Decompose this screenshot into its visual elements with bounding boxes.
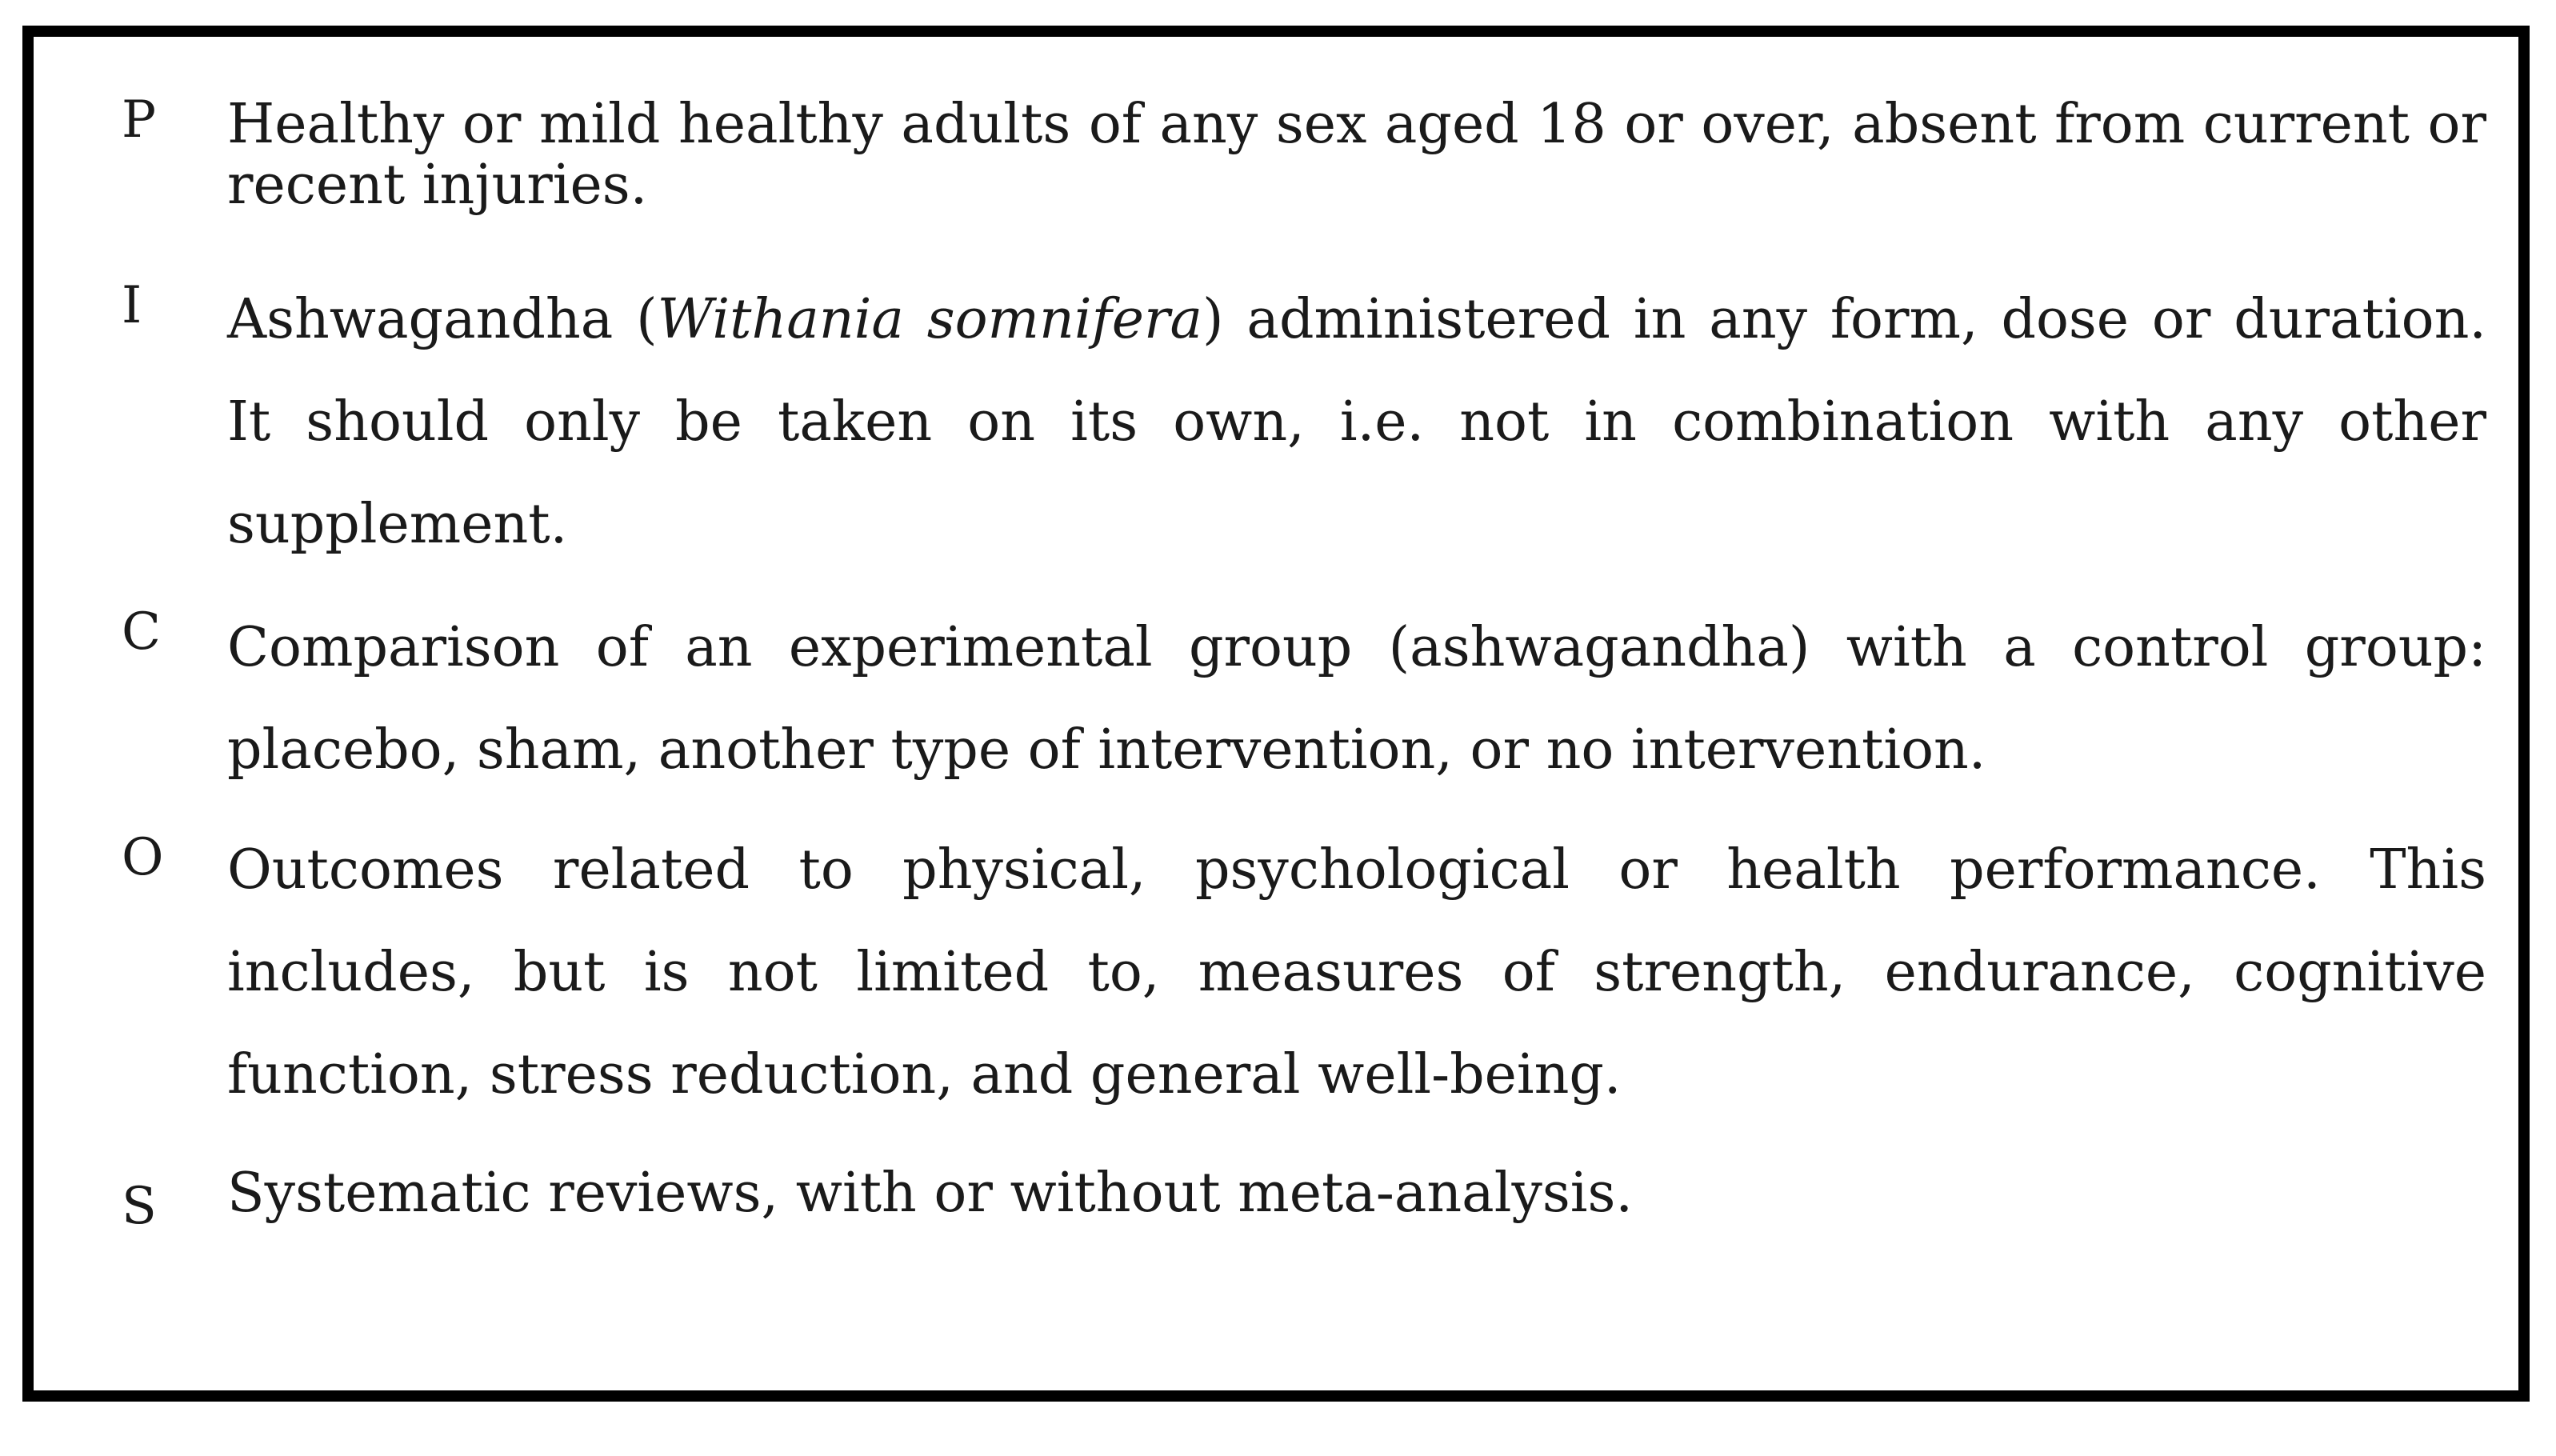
intervention-text-after: ) administered in any form, dose or duration. It should only be taken on its own, i.e. not in combination with any other supplement. <box>227 288 2487 556</box>
pico-text-population: Healthy or mild healthy adults of any sex aged 18 or over, absent from current or recent injuries. <box>227 93 2486 217</box>
pico-text-study-design: Systematic reviews, with or without meta-analysis. <box>227 1162 1634 1225</box>
pico-letter-o: O <box>122 828 164 887</box>
pico-letter-s: S <box>122 1177 157 1236</box>
pico-text-intervention <box>227 269 2486 576</box>
pico-letter-p: P <box>122 90 157 150</box>
pico-letter-i: I <box>122 276 142 335</box>
pico-table-frame <box>22 26 2530 1402</box>
pico-text-outcomes: Outcomes related to physical, psychological or health performance. This includes, but is not limited to, measures of strength, endurance, cognitive function, stress reduction, and general well-being. <box>227 838 2486 1106</box>
intervention-text-before: Ashwagandha ( <box>227 288 658 351</box>
pico-letter-c: C <box>122 602 161 662</box>
pico-text-comparison: Comparison of an experimental group (ashwagandha) with a control group: placebo, sham, another type of intervention, or no intervention. <box>227 616 2486 782</box>
intervention-species-name: Withania somnifera <box>657 288 1203 351</box>
